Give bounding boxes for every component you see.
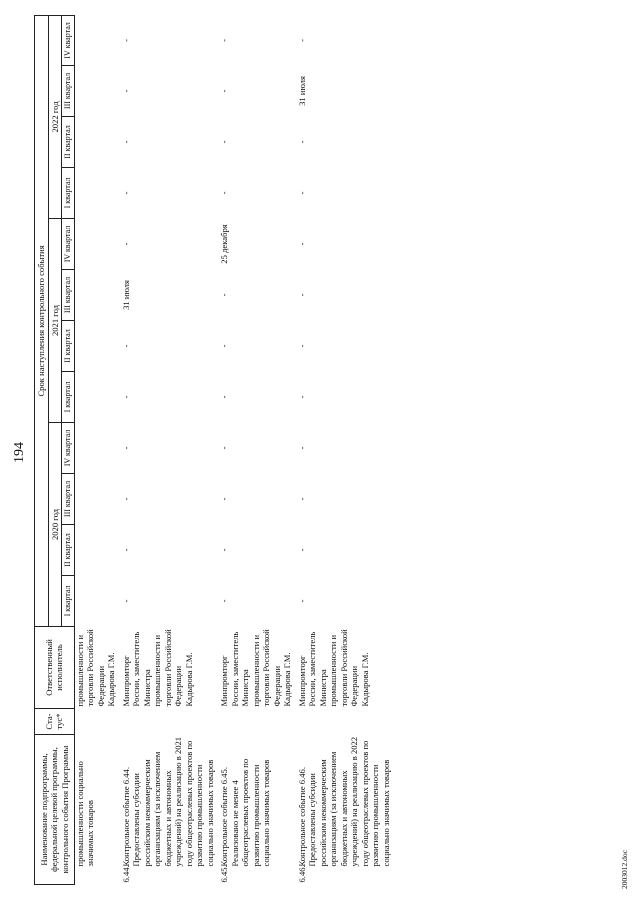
deadline-cell: - — [296, 344, 307, 348]
deadline-cell: - — [219, 140, 229, 144]
header-quarter: II квартал — [62, 116, 75, 167]
header-deadline-group: Срок наступления контрольного события — [35, 15, 49, 626]
deadline-cell: - — [219, 395, 229, 399]
row-deadline-empty — [74, 15, 117, 626]
table-row — [293, 15, 392, 884]
deadline-cell: - — [120, 140, 131, 144]
deadline-cell: - — [120, 446, 131, 450]
row-status — [293, 708, 392, 734]
header-quarter: II квартал — [62, 320, 75, 371]
deadline-cell: - — [219, 344, 229, 348]
deadline-cell: - — [296, 395, 307, 399]
row-responsible: Минпромторг России, заместитель Министра промышленности и торговли Российской Федерации Кадырова Г.М. — [296, 629, 370, 707]
deadline-cell: - — [219, 39, 229, 42]
header-year-2022: 2022 год — [48, 15, 62, 218]
row-responsible: Минпромторг России, заместитель Министра промышленности и торговли Российской Федерации Кадырова Г.М. — [219, 629, 292, 707]
deadline-cell: - — [219, 599, 229, 603]
row-responsible: промышленности и торговли Российской Федерации Кадырова Г.М. — [74, 629, 116, 707]
header-quarter: I квартал — [62, 167, 75, 218]
deadline-cell: - — [296, 191, 307, 195]
deadline-cell: - — [296, 39, 307, 42]
row-status — [74, 708, 117, 734]
deadline-cell: - — [120, 242, 131, 246]
row-name: Контрольное событие 6.46. Предоставлены субсидии российским некоммерческим организациям (за исключением бюджетных и автономных учреждений) на реализацию в 2022 году общеотраслевых проектов по развитию промышленности социально значимых товаров — [296, 736, 391, 867]
deadline-cell: - — [120, 39, 131, 42]
header-quarter: II квартал — [62, 524, 75, 575]
deadline-cell: - — [120, 548, 131, 552]
table-row — [117, 15, 216, 884]
header-responsible: Ответственный исполнитель — [35, 626, 75, 708]
deadline-cell: - — [120, 191, 131, 195]
row-number: 6.45. — [219, 865, 229, 883]
page-number: 194 — [12, 442, 27, 463]
deadline-cell: - — [296, 548, 307, 552]
header-status: Ста-тус* — [35, 708, 75, 734]
deadline-cell: - — [296, 242, 307, 246]
deadline-cell: - — [296, 599, 307, 603]
row-number: 6.46. — [296, 865, 307, 883]
deadline-cell: - — [219, 89, 229, 93]
deadline-cell: - — [219, 293, 229, 297]
footer-filename: 2003012.doc — [620, 850, 629, 889]
header-quarter: III квартал — [62, 269, 75, 320]
deadline-cell: - — [120, 497, 131, 501]
header-quarter: I квартал — [62, 575, 75, 626]
deadline-cell: - — [120, 344, 131, 348]
table-row — [215, 15, 293, 884]
row-name: промышленности социально значимых товаров — [74, 761, 95, 867]
deadline-cell: - — [296, 446, 307, 450]
deadline-cell: - — [120, 395, 131, 399]
deadline-cell: - — [120, 89, 131, 93]
header-quarter: III квартал — [62, 65, 75, 116]
deadline-cell: - — [120, 599, 131, 603]
header-name: Наименование подпрограммы, федеральной целевой программы, контрольного события Программы — [35, 734, 75, 884]
table-row — [74, 15, 117, 884]
deadline-cell: 31 июля — [296, 76, 307, 106]
row-name: Контрольное событие 6.44. Предоставлены субсидии российским некоммерческим организациям (за исключением бюджетных и автономных учреждений) на реализацию в 2021 году общеотраслевых проектов по развитию промышленности социально значимых товаров — [120, 736, 215, 867]
deadline-cell: 25 декабря — [219, 224, 229, 264]
header-quarter: I квартал — [62, 371, 75, 422]
deadline-cell: - — [219, 191, 229, 195]
row-name: Контрольное событие 6.45. Реализовано не менее 4 общеотраслевых проектов по развитию промышленности социально значимых товаров — [219, 758, 271, 867]
control-events-table — [34, 15, 391, 885]
row-number: 6.44. — [120, 865, 131, 883]
row-responsible: Минпромторг России, заместитель Министра промышленности и торговли Российской Федерации Кадырова Г.М. — [120, 629, 194, 707]
header-quarter: IV квартал — [62, 15, 75, 65]
deadline-cell: - — [219, 446, 229, 450]
deadline-cell: - — [296, 497, 307, 501]
deadline-cell: 31 июля — [120, 280, 131, 310]
row-status — [215, 708, 293, 734]
row-number — [74, 869, 117, 885]
row-status — [117, 708, 216, 734]
header-quarter: IV квартал — [62, 218, 75, 269]
header-year-2021: 2021 год — [48, 218, 62, 422]
deadline-cell: - — [219, 497, 229, 501]
deadline-cell: - — [219, 548, 229, 552]
header-quarter: III квартал — [62, 473, 75, 524]
header-quarter: IV квартал — [62, 422, 75, 473]
header-year-2020: 2020 год — [48, 422, 62, 626]
deadline-cell: - — [296, 293, 307, 297]
deadline-cell: - — [296, 140, 307, 144]
